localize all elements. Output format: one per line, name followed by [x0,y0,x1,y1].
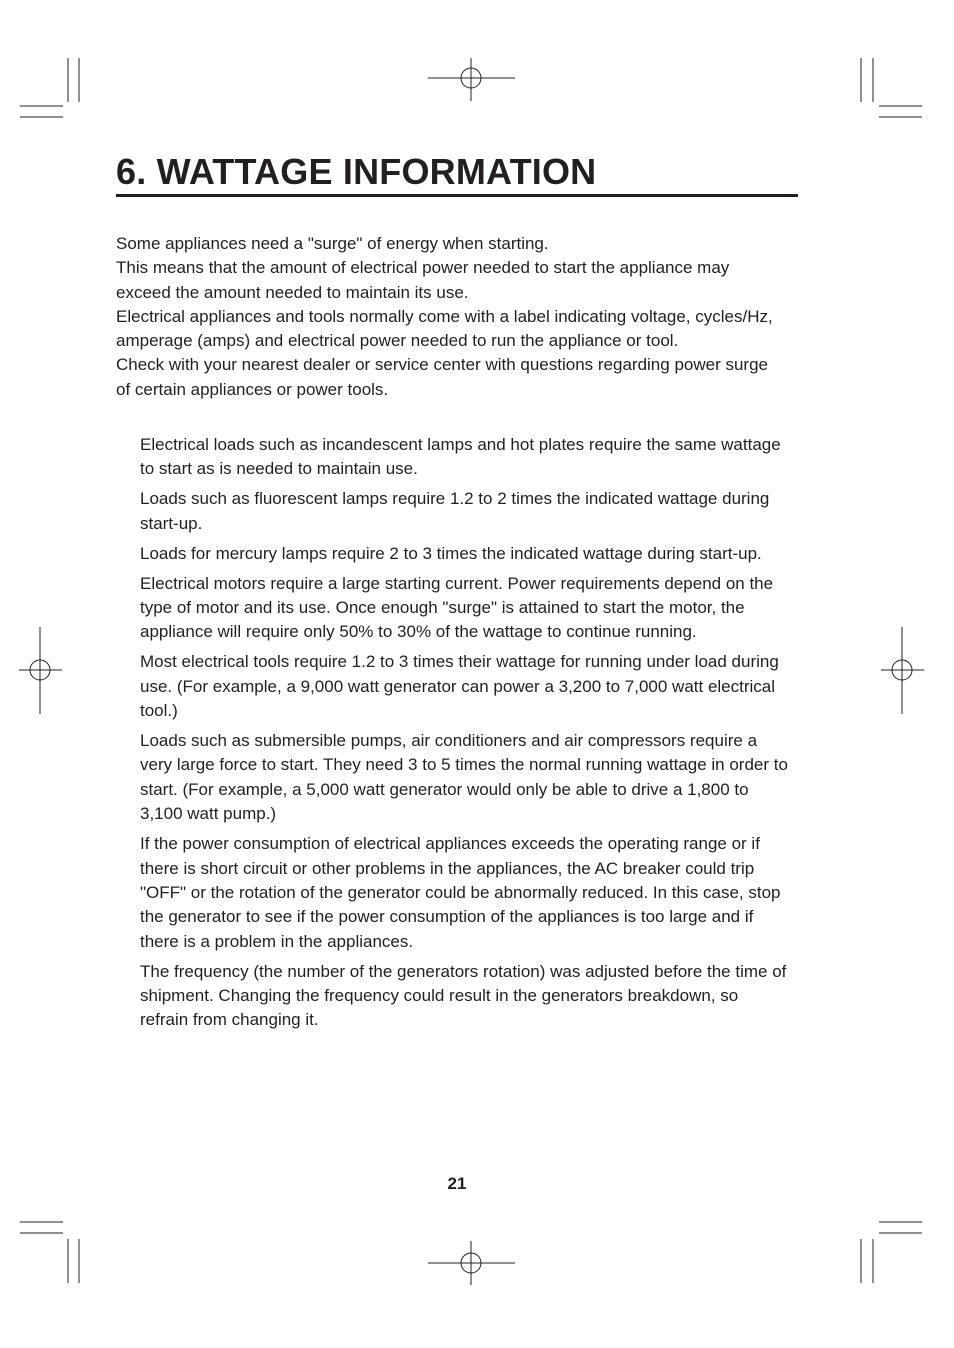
page-number: 21 [447,1174,467,1193]
intro-paragraph: Electrical appliances and tools normally come with a label indicating voltage, cycles/Hz, amperage (amps) and electrical power needed to run the appliance or tool. [116,306,773,351]
list-item: Most electrical tools require 1.2 to 3 times their wattage for running under load during use. (For example, a 9,000 watt generator can power a 3,200 to 7,000 watt electrical tool.) [140,652,779,721]
intro-text [116,232,786,402]
list-item: Loads for mercury lamps require 2 to 3 times the indicated wattage during start-up. [140,543,762,563]
section-title: 6. WATTAGE INFORMATION [116,151,597,192]
title-underline [116,194,798,197]
intro-paragraph: This means that the amount of electrical power needed to start the appliance may exceed the amount needed to maintain its use. [116,258,730,302]
list-item: Electrical motors require a large starting current. Power requirements depend on the type of motor and its use. Once enough "surge" is attained to start the motor, the appliance will require only 50% to 30% of the wattage to continue running. [140,573,774,642]
intro-paragraph: Some appliances need a "surge" of energy when starting. [116,234,549,253]
list-item: Loads such as fluorescent lamps require 1.2 to 2 times the indicated wattage during start-up. [140,489,770,533]
list-item: The frequency (the number of the generators rotation) was adjusted before the time of shipment. Changing the frequency could result in the generators breakdown, so refrain from changing it. [140,961,787,1030]
list-item: If the power consumption of electrical appliances exceeds the operating range or if there is short circuit or other problems in the appliances, the AC breaker could trip "OFF" or the rotation of the generator could be abnormally reduced. In this case, stop the generator to see if the power consumption of the appliances is too large and if there is a problem in the appliances. [140,834,781,951]
list-item: Electrical loads such as incandescent lamps and hot plates require the same wattage to start as is needed to maintain use. [140,435,781,479]
intro-paragraph: Check with your nearest dealer or service center with questions regarding power surge of certain appliances or power tools. [116,355,768,399]
load-notes-list [140,433,790,1038]
list-item: Loads such as submersible pumps, air conditioners and air compressors require a very large force to start. They need 3 to 5 times the normal running wattage in order to start. (For example, a 5,000 watt generator would only be able to drive a 1,800 to 3,100 watt pump.) [140,730,788,824]
